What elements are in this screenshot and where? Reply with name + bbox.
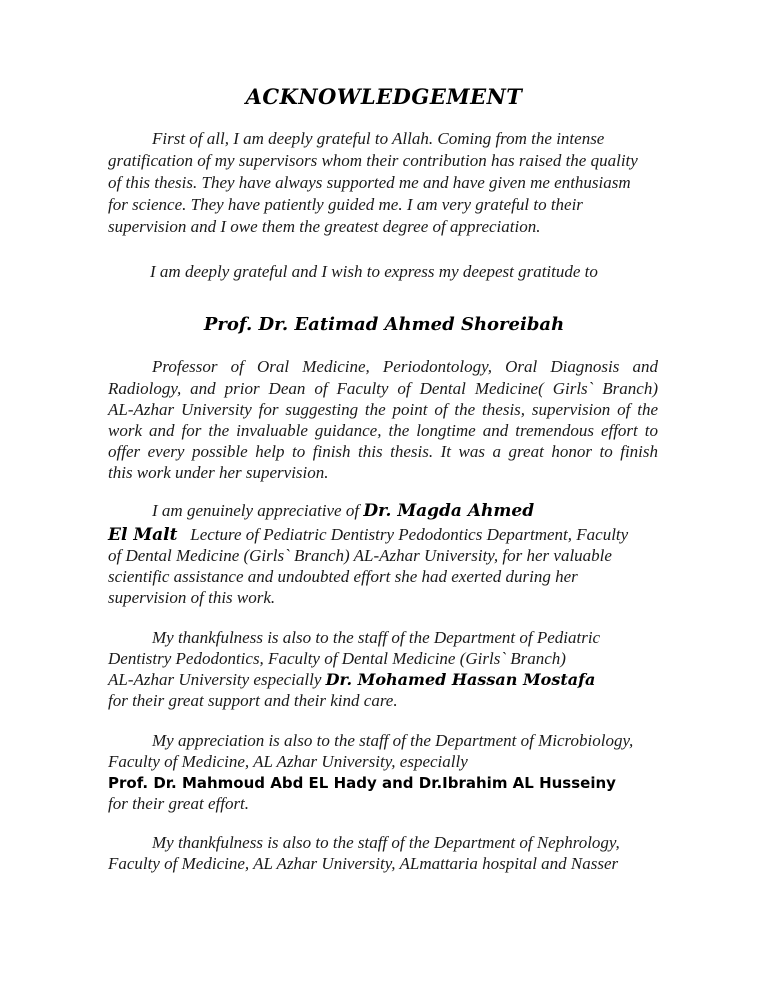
text-line: work and for the invaluable guidance, the longtime and tremendous effort to: [108, 421, 658, 440]
co-supervisor-name: Dr. Magda Ahmed: [363, 501, 535, 521]
text-line: supervision and I owe them the greatest degree of appreciation.: [108, 217, 541, 236]
text-line: [108, 525, 628, 545]
co-supervisor-name-cont: El Malt: [108, 525, 178, 545]
text-line: [108, 773, 616, 793]
text-segment: Lecture of Pediatric Dentistry Pedodontics Department, Faculty: [190, 525, 629, 544]
text-line: [108, 670, 595, 690]
text-line: of this thesis. They have always supported me and have given me enthusiasm: [108, 173, 631, 192]
supervisor-name-heading: Prof. Dr. Eatimad Ahmed Shoreibah: [203, 314, 565, 335]
text-line: gratification of my supervisors whom their contribution has raised the quality: [108, 151, 638, 170]
staff-member-name: Dr. Mohamed Hassan Mostafa: [325, 670, 596, 689]
staff-members-names: Prof. Dr. Mahmoud Abd EL Hady and Dr.Ibrahim AL Husseiny: [108, 774, 616, 792]
text-line: Faculty of Medicine, AL Azhar University, especially: [108, 752, 468, 771]
text-line: Radiology, and prior Dean of Faculty of Dental Medicine( Girls` Branch): [108, 379, 658, 398]
text-line: scientific assistance and undoubted effort she had exerted during her: [108, 567, 578, 586]
text-line: AL-Azhar University for suggesting the point of the thesis, supervision of the: [108, 400, 658, 419]
text-segment: I am genuinely appreciative of: [152, 501, 364, 520]
text-line: for their great support and their kind care.: [108, 691, 398, 710]
text-line: of Dental Medicine (Girls` Branch) AL-Azhar University, for her valuable: [108, 546, 612, 565]
text-line: Faculty of Medicine, AL Azhar University, ALmattaria hospital and Nasser: [108, 854, 619, 873]
text-line: First of all, I am deeply grateful to Allah. Coming from the intense: [152, 129, 605, 148]
text-segment: AL-Azhar University especially: [108, 670, 326, 689]
text-line: for science. They have patiently guided me. I am very grateful to their: [108, 195, 583, 214]
text-line: this work under her supervision.: [108, 463, 329, 482]
text-line: My thankfulness is also to the staff of the Department of Pediatric: [152, 628, 601, 647]
text-line: [152, 501, 534, 521]
text-line: My appreciation is also to the staff of the Department of Microbiology,: [152, 731, 634, 750]
text-line: Dentistry Pedodontics, Faculty of Dental Medicine (Girls` Branch): [108, 649, 566, 668]
gratitude-line: I am deeply grateful and I wish to express my deepest gratitude to: [150, 262, 598, 281]
text-line: offer every possible help to finish this thesis. It was a great honor to finish: [108, 442, 658, 461]
text-line: for their great effort.: [108, 794, 250, 813]
page-title: ACKNOWLEDGEMENT: [245, 84, 523, 109]
text-line: Professor of Oral Medicine, Periodontology, Oral Diagnosis and: [152, 357, 658, 376]
text-line: supervision of this work.: [108, 588, 276, 607]
text-line: My thankfulness is also to the staff of the Department of Nephrology,: [152, 833, 620, 852]
